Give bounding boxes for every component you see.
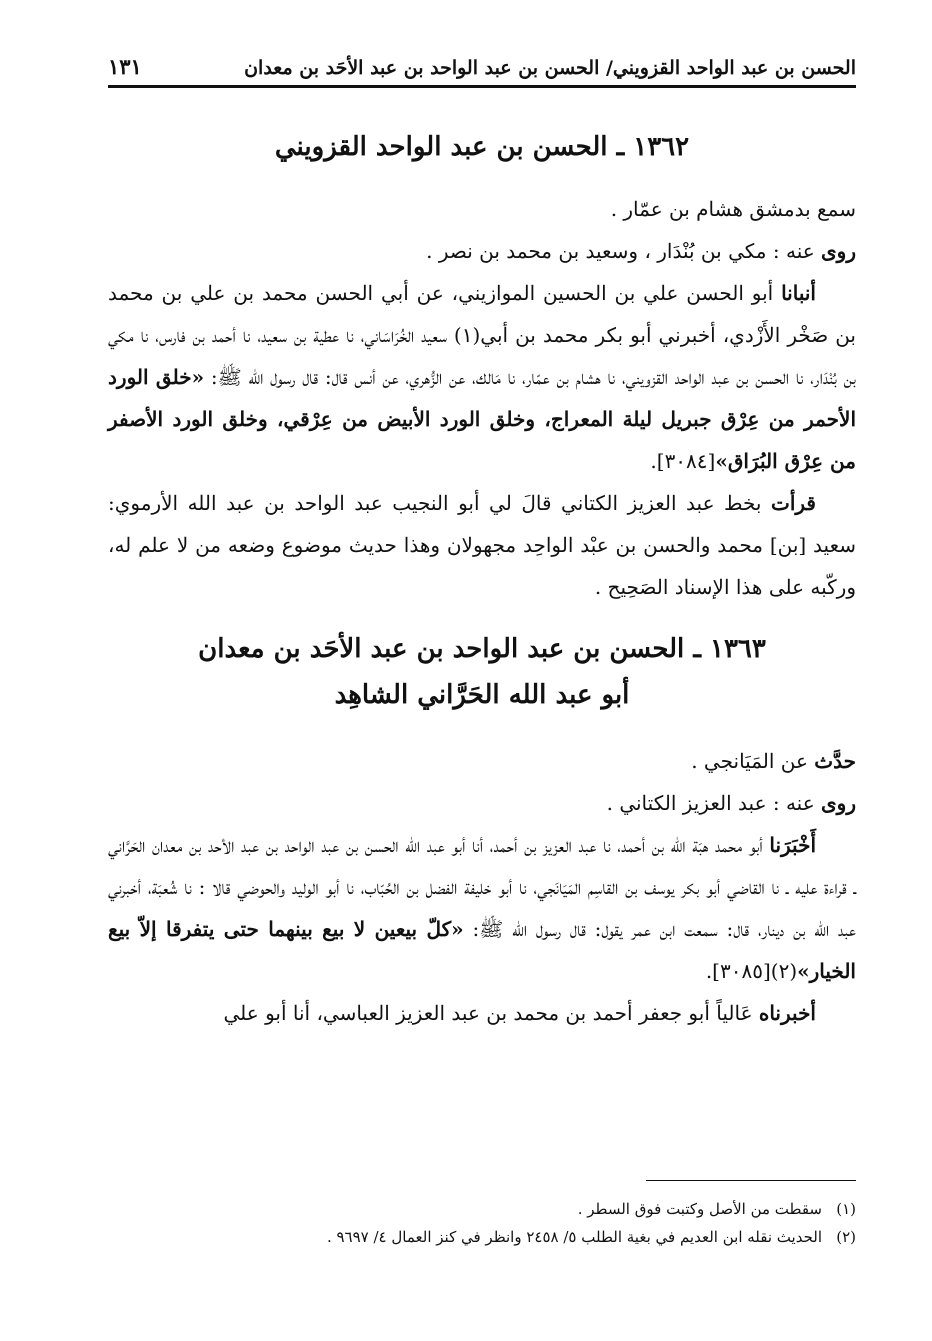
entry-title-1363 (108, 626, 856, 718)
footnote-text: سقطت من الأصل وكتبت فوق السطر . (577, 1200, 822, 1218)
anbana-label: أنبانا (781, 281, 816, 305)
footnotes (108, 1180, 856, 1251)
page-body (108, 120, 856, 1034)
entry2-narrated-line (108, 740, 856, 782)
hadith-text: «كلّ بيعين لا بيع بينهما حتى يتفرقا إلاّ بيع الخيار» (108, 917, 856, 983)
entry1-isnad-paragraph (108, 272, 856, 482)
akhbarana-text: أبو محمد هبَة اللّه بن أحمد، نا عبد العزيز بن أحمد، أنا أبو عبد الله الحسن بن عبد الواحد بن عبد الأحد بن معدان الحَرَّاني ـ قراءة عليه ـ نا القاضي أبو بكر يوسف بن القاسِم المَيَانَجي، نا أبو خليفة الفضل بن الحُبّاب، نا أبو الوليد والحوضي قالا : نا شُعبَة، أخبرني عبد اللّه بن دينار، قال: سمعت ابن عمر يقول: قال رسول الله ﷺ: (108, 833, 856, 941)
entry2-narrators-line (108, 782, 856, 824)
page-header (108, 48, 856, 88)
footnote-1 (108, 1195, 856, 1223)
rawa-text: عنه : مكي بن بُنْدَار ، وسعيد بن محمد بن نصر . (426, 239, 822, 263)
qara-label: قرأت (771, 491, 816, 515)
rawa-label: روى (821, 239, 856, 263)
footnote-2 (108, 1223, 856, 1251)
footnote-divider (646, 1180, 856, 1181)
entry1-narrators-line (108, 230, 856, 272)
hadith-reference: [٣٠٨٤]. (650, 449, 716, 473)
qara-text: بخط عبد العزيز الكتاني قالَ لي أبو النجيب عبد الواحد بن عبد الله الأرموي: سعيد [بن] محمد والحسن بن عبْد الواحِد مجهولان وهذا حديث موضوع وضعه من لا علم له، وركّبه على هذا الإسناد الصَحِيح . (108, 491, 856, 599)
haddath-label: حدَّث (814, 749, 856, 773)
entry1-reading-paragraph (108, 482, 856, 608)
haddath-text: عن المَيَانجي . (691, 749, 815, 773)
entry1-heard-line: سمع بدمشق هشام بن عمّار . (610, 197, 856, 221)
akhbarana-label: أَخْبَرَنا (769, 833, 816, 857)
akhbaranahu-label: أخبرناه (758, 1001, 816, 1025)
anbana-text: أبو الحسن علي بن الحسين الموازيني، عن أبي الحسن محمد بن علي بن محمد بن صَخْر الأَزْدي، أخبرني أبو بكر محمد بن أبي(١) سعيد الخُرَاسَاني، نا عطية بن سعيد، نا أحمد بن فارس، نا مكي بن بُنْدَار، نا الحسن بن عبد الواحد القزويني، نا هشام بن عمّار، نا مَالك، عن الزُّهري، عن أنس قال: قال رسول الله ﷺ: (108, 281, 857, 389)
entry2-continuation-paragraph (108, 992, 856, 1034)
footnote-number: (٢) (836, 1228, 856, 1246)
entry2-title-line-2: أبو عبد الله الحَرَّاني الشاهِد (334, 680, 630, 710)
footnote-text: الحديث نقله ابن العديم في بغية الطلب ٥/ ٢٤٥٨ وانظر في كنز العمال ٤/ ٩٦٩٧ . (326, 1228, 822, 1246)
rawa-label: روى (821, 791, 856, 815)
entry2-title-line-1: ١٣٦٣ ـ الحسن بن عبد الواحد بن عبد الأحَد بن معدان (198, 634, 766, 664)
hadith-reference: (٢)[٣٠٨٥]. (705, 959, 798, 983)
footnote-number: (١) (836, 1200, 856, 1218)
entry-title-1362: ١٣٦٢ ـ الحسن بن عبد الواحد القزويني (274, 132, 690, 162)
rawa-text: عنه : عبد العزيز الكتاني . (606, 791, 822, 815)
akhbaranahu-text: عَالياً أبو جعفر أحمد بن محمد بن عبد العزيز العباسي، أنا أبو علي (223, 1001, 759, 1025)
entry2-isnad-paragraph (108, 824, 856, 992)
page-number: ١٣١ (108, 54, 142, 79)
running-head: الحسن بن عبد الواحد القزويني/ الحسن بن عبد الواحد بن عبد الأحَد بن معدان (244, 57, 856, 79)
hadith-text: «خلق الورد الأحمر من عِرْق جبريل ليلة المعراج، وخلق الورد الأبيض من عِرْقي، وخلق الورد الأصفر من عِرْق البُرَاق» (108, 365, 857, 473)
